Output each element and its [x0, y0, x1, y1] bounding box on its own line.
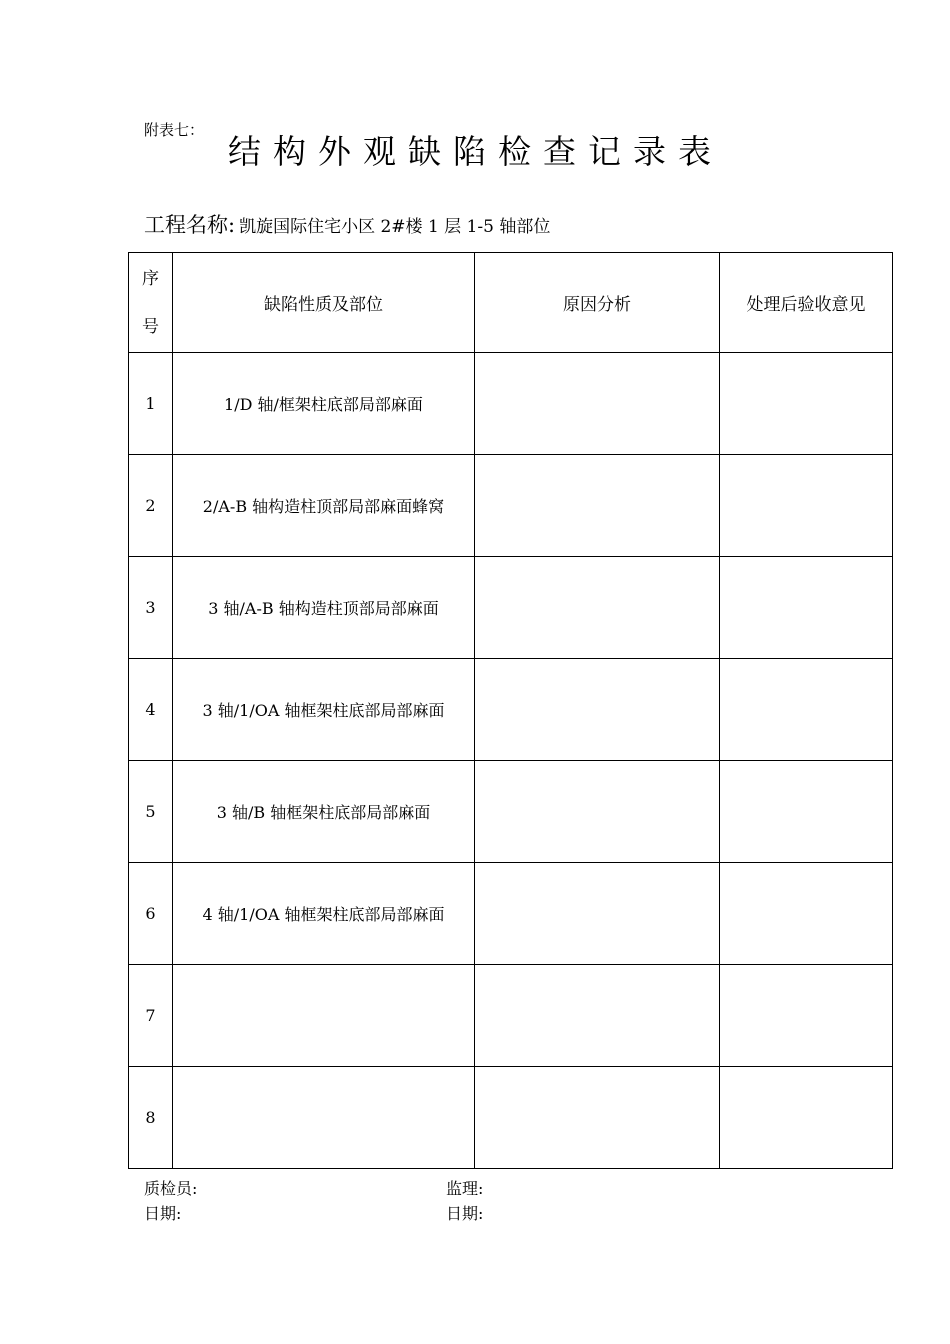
table-row — [129, 863, 893, 965]
table-row — [129, 965, 893, 1067]
row-defect — [173, 1067, 475, 1169]
row-number: 8 — [129, 1067, 173, 1169]
inspector-label: 质检员: — [144, 1179, 198, 1198]
inspector-date-label: 日期: — [144, 1204, 182, 1223]
row-acceptance — [720, 1067, 893, 1169]
header-acceptance: 处理后验收意见 — [720, 253, 893, 353]
row-number: 7 — [129, 965, 173, 1067]
table-header-row — [129, 253, 893, 353]
row-acceptance — [720, 965, 893, 1067]
table-row — [129, 455, 893, 557]
row-number: 4 — [129, 659, 173, 761]
defect-record-table — [128, 252, 893, 1169]
row-cause — [475, 353, 720, 455]
row-cause — [475, 659, 720, 761]
row-cause — [475, 455, 720, 557]
row-acceptance — [720, 761, 893, 863]
table-row — [129, 761, 893, 863]
row-cause — [475, 863, 720, 965]
row-cause — [475, 965, 720, 1067]
row-defect: 2/A-B 轴构造柱顶部局部麻面蜂窝 — [173, 455, 475, 557]
row-acceptance — [720, 557, 893, 659]
table-row — [129, 659, 893, 761]
header-defect: 缺陷性质及部位 — [173, 253, 475, 353]
row-defect: 3 轴/1/OA 轴框架柱底部局部麻面 — [173, 659, 475, 761]
project-line — [144, 209, 550, 239]
project-name-label: 工程名称: — [144, 213, 236, 237]
row-cause — [475, 1067, 720, 1169]
row-defect: 1/D 轴/框架柱底部局部麻面 — [173, 353, 475, 455]
row-number: 1 — [129, 353, 173, 455]
header-seq-line1: 序 — [142, 268, 159, 289]
row-defect: 4 轴/1/OA 轴框架柱底部局部麻面 — [173, 863, 475, 965]
row-acceptance — [720, 863, 893, 965]
row-defect — [173, 965, 475, 1067]
table-row — [129, 353, 893, 455]
header-cause: 原因分析 — [475, 253, 720, 353]
row-number: 5 — [129, 761, 173, 863]
row-acceptance — [720, 353, 893, 455]
row-number: 2 — [129, 455, 173, 557]
appendix-label: 附表七： — [144, 121, 205, 139]
supervisor-label: 监理: — [446, 1179, 484, 1198]
header-seq-line2: 号 — [142, 316, 159, 337]
row-acceptance — [720, 455, 893, 557]
page-title: 结构外观缺陷检查记录表 — [228, 132, 723, 171]
header-seq — [129, 253, 173, 353]
supervisor-date-label: 日期: — [446, 1204, 484, 1223]
row-acceptance — [720, 659, 893, 761]
row-defect: 3 轴/A-B 轴构造柱顶部局部麻面 — [173, 557, 475, 659]
row-cause — [475, 557, 720, 659]
row-cause — [475, 761, 720, 863]
row-number: 6 — [129, 863, 173, 965]
project-name-value: 凯旋国际住宅小区 2#楼 1 层 1-5 轴部位 — [239, 217, 551, 237]
table-row — [129, 1067, 893, 1169]
row-number: 3 — [129, 557, 173, 659]
table-row — [129, 557, 893, 659]
row-defect: 3 轴/B 轴框架柱底部局部麻面 — [173, 761, 475, 863]
